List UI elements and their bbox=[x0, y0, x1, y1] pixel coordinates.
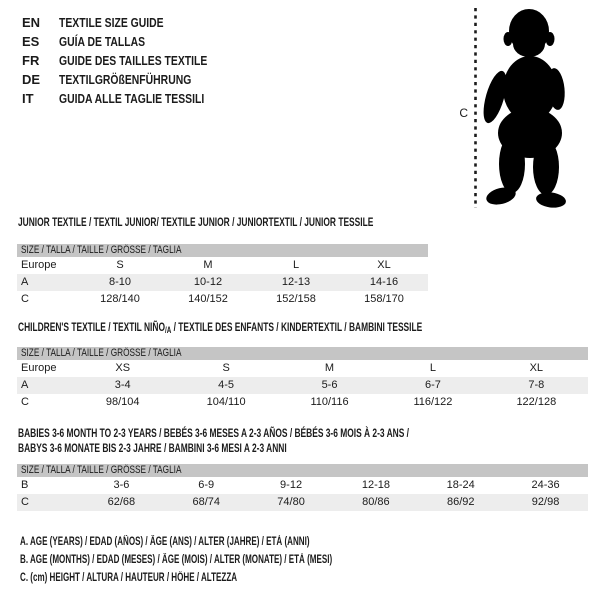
table-cell: 74/80 bbox=[277, 496, 305, 508]
table-cell: 9-12 bbox=[280, 479, 303, 491]
language-code: EN bbox=[22, 15, 41, 30]
legend-line-c: C. (cm) HEIGHT / ALTURA / HAUTEUR / HÖHE / ALTEZZA bbox=[20, 572, 238, 584]
table-cell: M bbox=[203, 259, 213, 271]
size-header-bar bbox=[17, 244, 428, 257]
table-cell: 92/98 bbox=[531, 496, 560, 508]
language-code: DE bbox=[22, 72, 41, 87]
language-code: ES bbox=[22, 34, 40, 49]
table-row bbox=[17, 257, 428, 274]
childrens-textile-table bbox=[17, 347, 588, 411]
language-code: IT bbox=[22, 91, 34, 106]
table-cell: 14-16 bbox=[369, 276, 399, 288]
table-cell: S bbox=[116, 259, 124, 271]
table-row bbox=[17, 394, 588, 411]
table-cell: 62/68 bbox=[107, 496, 136, 508]
table-cell: 24-36 bbox=[531, 479, 560, 491]
height-label-c: C bbox=[459, 106, 468, 120]
table-cell: 5-6 bbox=[321, 379, 338, 391]
table-cell: 98/104 bbox=[105, 396, 140, 408]
babies-table-title: BABIES 3-6 MONTH TO 2-3 YEARS / BEBÉS 3-6 MESES A 2-3 AÑOS / BÉBÉS 3-6 MOIS À 2-3 ANS / BABYS 3-6 MONATE BIS 2-3 JAHRE / BAMBINI 3-6 MESI A 2-3 ANNI bbox=[18, 426, 410, 455]
junior-textile-table bbox=[17, 244, 428, 308]
language-label: TEXTILGRÖßENFÜHRUNG bbox=[59, 72, 192, 87]
table-cell: XS bbox=[115, 362, 131, 374]
table-cell: 18-24 bbox=[446, 479, 475, 491]
table-row bbox=[17, 477, 588, 494]
table-cell: 12-18 bbox=[361, 479, 390, 491]
table-cell: 7-8 bbox=[528, 379, 545, 391]
language-row bbox=[22, 32, 244, 51]
table-cell: L bbox=[292, 259, 300, 271]
table-row bbox=[17, 377, 588, 394]
table-cell: 140/152 bbox=[188, 293, 228, 305]
language-row bbox=[22, 51, 244, 70]
legend-line-b: B. AGE (MONTHS) / EDAD (MESES) / ÂGE (MOIS) / ALTER (MONATE) / ETÀ (MESI) bbox=[20, 554, 333, 566]
language-row bbox=[22, 89, 244, 108]
size-header-bar bbox=[17, 464, 588, 477]
table-cell: L bbox=[429, 362, 436, 374]
measurement-legend bbox=[20, 533, 466, 587]
language-list bbox=[22, 13, 244, 108]
table-cell: 86/92 bbox=[446, 496, 475, 508]
table-cell: 4-5 bbox=[218, 379, 235, 391]
language-label: GUÍA DE TALLAS bbox=[59, 34, 146, 49]
row-label: Europe bbox=[21, 362, 57, 374]
table-cell: 158/170 bbox=[364, 293, 404, 305]
table-cell: 3-6 bbox=[113, 479, 130, 491]
row-label: C bbox=[21, 293, 29, 305]
language-code: FR bbox=[22, 53, 40, 68]
size-header-bar bbox=[17, 347, 588, 360]
table-cell: 104/110 bbox=[206, 396, 246, 408]
children-table-title: CHILDREN'S TEXTILE / TEXTIL NIÑO/A / TEXTILE DES ENFANTS / KINDERTEXTIL / BAMBINI TESSILE bbox=[18, 320, 423, 335]
table-row bbox=[17, 274, 428, 291]
table-cell: 128/140 bbox=[100, 293, 140, 305]
row-label: C bbox=[21, 496, 29, 508]
table-cell: 8-10 bbox=[108, 276, 132, 288]
language-row bbox=[22, 70, 244, 89]
table-cell: 3-4 bbox=[114, 379, 131, 391]
table-cell: S bbox=[222, 362, 230, 374]
babies-textile-table bbox=[17, 464, 588, 511]
table-cell: 6-7 bbox=[424, 379, 441, 391]
table-row bbox=[17, 360, 588, 377]
table-cell: 12-13 bbox=[281, 276, 311, 288]
baby-silhouette-icon bbox=[479, 9, 567, 209]
language-label: GUIDE DES TAILLES TEXTILE bbox=[59, 53, 208, 68]
table-cell: 152/158 bbox=[276, 293, 316, 305]
table-cell: 68/74 bbox=[192, 496, 220, 508]
size-header-label: SIZE / TALLA / TAILLE / GRÖSSE / TAGLIA bbox=[21, 347, 182, 359]
table-cell: 6-9 bbox=[198, 479, 215, 491]
table-cell: 116/122 bbox=[413, 396, 453, 408]
table-row bbox=[17, 291, 428, 308]
language-row bbox=[22, 13, 244, 32]
language-label: TEXTILE SIZE GUIDE bbox=[59, 15, 164, 30]
row-label: B bbox=[21, 479, 29, 491]
size-header-label: SIZE / TALLA / TAILLE / GRÖSSE / TAGLIA bbox=[21, 244, 182, 256]
row-label: A bbox=[21, 276, 29, 288]
table-cell: XL bbox=[529, 362, 544, 374]
language-label: GUIDA ALLE TAGLIE TESSILI bbox=[59, 91, 205, 106]
row-label: C bbox=[21, 396, 29, 408]
table-row bbox=[17, 494, 588, 511]
table-cell: XL bbox=[377, 259, 391, 271]
row-label: Europe bbox=[21, 259, 57, 271]
table-cell: 110/116 bbox=[310, 396, 349, 408]
table-cell: 122/128 bbox=[516, 396, 557, 408]
table-cell: 80/86 bbox=[362, 496, 390, 508]
baby-figure bbox=[440, 0, 600, 215]
row-label: A bbox=[21, 379, 29, 391]
size-header-label: SIZE / TALLA / TAILLE / GRÖSSE / TAGLIA bbox=[21, 464, 182, 476]
table-cell: 10-12 bbox=[193, 276, 223, 288]
table-cell: M bbox=[324, 362, 335, 374]
legend-line-a: A. AGE (YEARS) / EDAD (AÑOS) / ÂGE (ANS) / ALTER (JAHRE) / ETÀ (ANNI) bbox=[20, 536, 310, 548]
junior-table-title: JUNIOR TEXTILE / TEXTIL JUNIOR/ TEXTILE JUNIOR / JUNIORTEXTIL / JUNIOR TESSILE bbox=[18, 215, 374, 229]
